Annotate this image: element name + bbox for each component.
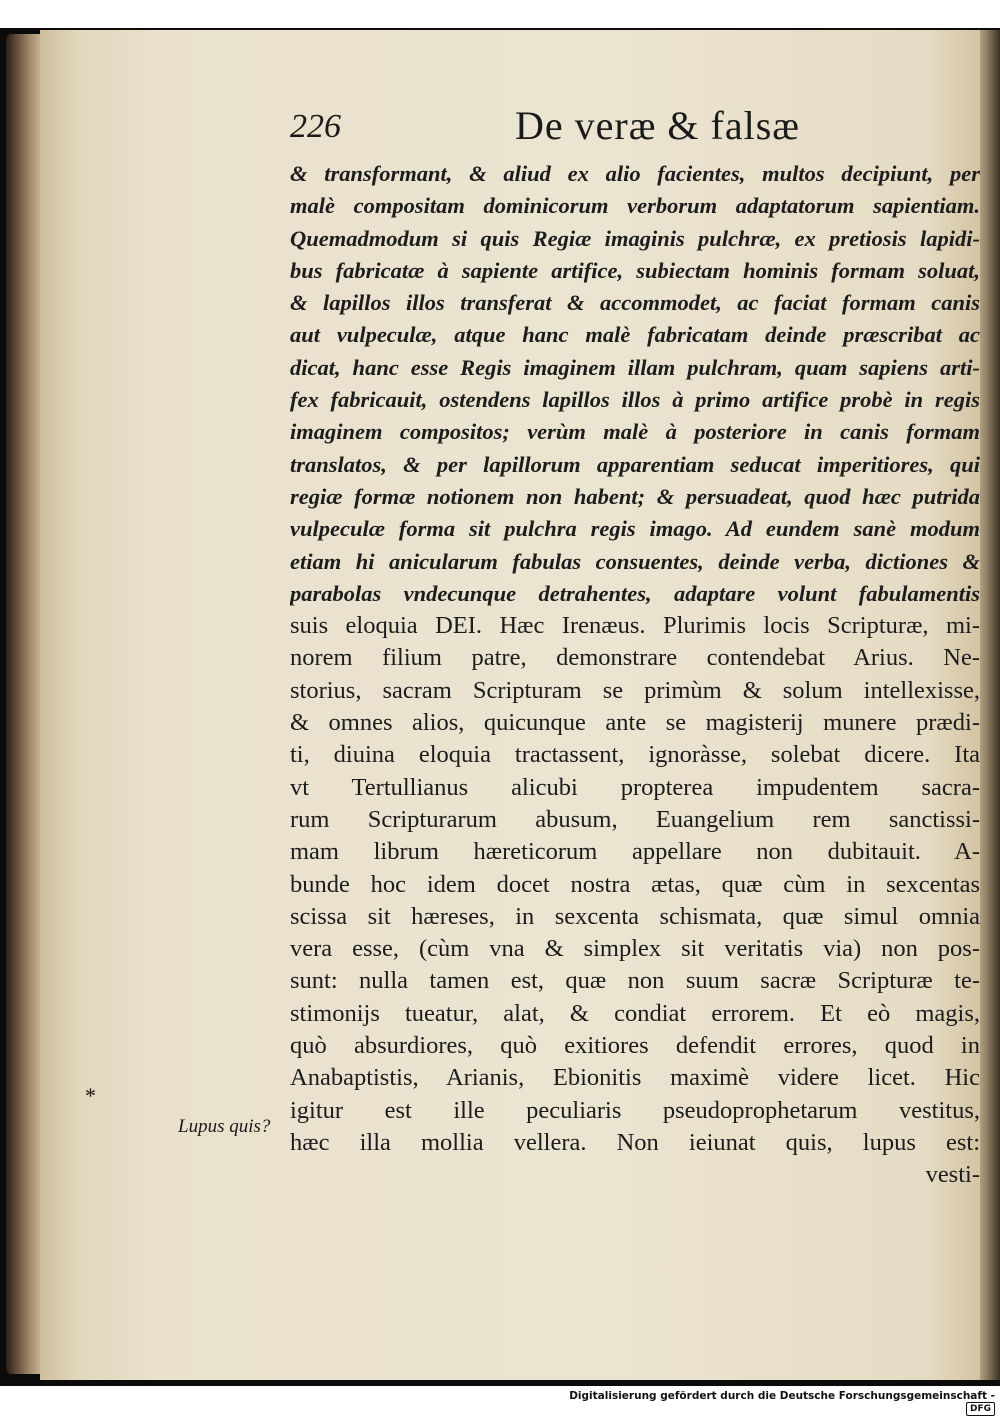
catchword: vesti- — [925, 1161, 980, 1189]
text-line: Anabaptistis, Arianis, Ebionitis maximè videre licet. Hic — [290, 1064, 980, 1092]
text-line: stimonijs tueatur, alat, & condiat errorem. Et eò magis, — [290, 999, 980, 1027]
text-line: igitur est ille peculiaris pseudoprophetarum vestitus, — [290, 1096, 980, 1124]
text-line: regiæ formæ notionem non habent; & persuadeat, quod hæc putrida — [290, 483, 980, 509]
text-line: aut vulpeculæ, atque hanc malè fabricatam deinde præscribat ac — [290, 322, 980, 348]
text-line: mam librum hæreticorum appellare non dubitauit. A- — [290, 838, 980, 866]
text-line: norem filium patre, demonstrare contendebat Arius. Ne- — [290, 644, 980, 672]
credit-text: Digitalisierung gefördert durch die Deutsche Forschungsgemeinschaft - — [569, 1390, 995, 1402]
body-text — [290, 158, 980, 1192]
running-title: De veræ & falsæ — [515, 103, 800, 148]
text-line: bus fabricatæ à sapiente artifice, subiectam hominis formam soluat, — [290, 257, 980, 283]
text-line: vera esse, (cùm vna & simplex sit veritatis via) non pos- — [290, 935, 980, 963]
text-line: malè compositam dominicorum verborum adaptatorum sapientiam. — [290, 193, 980, 219]
text-line: storius, sacram Scripturam se primùm & solum intellexisse, — [290, 676, 980, 704]
text-line: bunde hoc idem docet nostra ætas, quæ cùm in sexcentas — [290, 870, 980, 898]
text-line: vulpeculæ forma sit pulchra regis imago. Ad eundem sanè modum — [290, 516, 980, 542]
text-line: quò absurdiores, quò exitiores defendit errores, quod in — [290, 1032, 980, 1060]
text-line: dicat, hanc esse Regis imaginem illam pulchram, quam sapiens arti- — [290, 354, 980, 380]
text-line: sunt: nulla tamen est, quæ non suum sacræ Scripturæ te- — [290, 967, 980, 995]
text-line: & lapillos illos transferat & accommodet, ac faciat formam canis — [290, 290, 980, 316]
page-fore-edge — [978, 30, 1000, 1380]
digitization-credit — [540, 1390, 995, 1414]
text-line: scissa sit hæreses, in sexcenta schismata, quæ simul omnia — [290, 902, 980, 930]
text-line: & omnes alios, quicunque ante se magisterij munere prædi- — [290, 709, 980, 737]
text-line: etiam hi anicularum fabulas consuentes, deinde verba, dictiones & — [290, 548, 980, 574]
book-spine-edge — [6, 34, 42, 1374]
page-header — [290, 98, 980, 158]
margin-note: Lupus quis? — [178, 1116, 271, 1137]
text-line: Quemadmodum si quis Regiæ imaginis pulchræ, ex pretiosis lapidi- — [290, 225, 980, 251]
text-line: imaginem compositos; verùm malè à posteriore in canis formam — [290, 419, 980, 445]
margin-asterisk: * — [85, 1083, 96, 1108]
text-line: rum Scripturarum abusum, Euangelium rem sanctissi- — [290, 805, 980, 833]
text-line: parabolas vndecunque detrahentes, adaptare volunt fabulamentis — [290, 580, 980, 606]
text-line: & transformant, & aliud ex alio facientes, multos decipiunt, per — [290, 161, 980, 186]
text-line: fex fabricauit, ostendens lapillos illos à primo artifice probè in regis — [290, 387, 980, 413]
text-line: translatos, & per lapillorum apparentiam seducat imperitiores, qui — [290, 451, 980, 477]
text-line: suis eloquia DEI. Hæc Irenæus. Plurimis locis Scripturæ, mi- — [290, 612, 980, 640]
page-number: 226 — [290, 108, 341, 145]
dfg-logo-icon: DFG — [966, 1402, 995, 1416]
text-line: hæc illa mollia vellera. Non ieiunat quis, lupus est: — [290, 1128, 980, 1156]
text-line: ti, diuina eloquia tractassent, ignoràsse, solebat dicere. Ita — [290, 741, 980, 769]
text-line: vt Tertullianus alicubi propterea impudentem sacra- — [290, 773, 980, 801]
